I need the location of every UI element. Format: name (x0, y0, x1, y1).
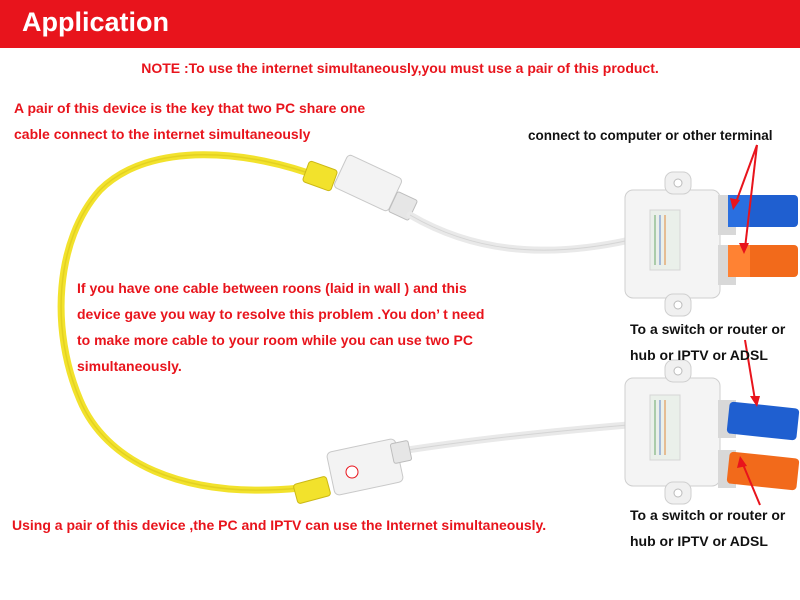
caption-top-left-line: A pair of this device is the key that two PC share one (14, 100, 366, 116)
caption-middle-line: If you have one cable between roons (laid in wall ) and this (77, 280, 467, 296)
label-terminal: connect to computer or other terminal (528, 128, 773, 143)
orange-plug-bottom (727, 451, 800, 490)
label-switch-line: To a switch or router or (630, 507, 786, 523)
label-switch-line: hub or IPTV or ADSL (630, 533, 768, 549)
splitter-bottom (625, 360, 736, 504)
white-cable-bottom (395, 425, 628, 452)
caption-middle-line: simultaneously. (77, 358, 182, 374)
caption-middle-line: device gave you way to resolve this problem .You don’ t need (77, 306, 485, 322)
note-text: NOTE :To use the internet simultaneously,you must use a pair of this product. (141, 60, 659, 76)
yellow-plug-bottom (293, 476, 331, 504)
coupler-top (333, 154, 417, 221)
splitter-top (625, 172, 736, 316)
coupler-bottom (326, 438, 412, 496)
yellow-plug-top (302, 161, 338, 192)
caption-top-left (14, 95, 365, 147)
blue-plug-bottom (727, 401, 800, 440)
caption-middle (77, 275, 484, 379)
label-switch-line: hub or IPTV or ADSL (630, 347, 768, 363)
caption-top-left-line: cable connect to the internet simultaneously (14, 126, 311, 142)
label-switch-line: To a switch or router or (630, 321, 786, 337)
caption-middle-line: to make more cable to your room while you can use two PC (77, 332, 473, 348)
white-cable-top (410, 215, 630, 250)
label-switch-top (630, 316, 785, 368)
label-switch-bottom (630, 502, 785, 554)
caption-bottom-left: Using a pair of this device ,the PC and IPTV can use the Internet simultaneously. (12, 517, 547, 533)
header-title: Application (22, 7, 169, 37)
